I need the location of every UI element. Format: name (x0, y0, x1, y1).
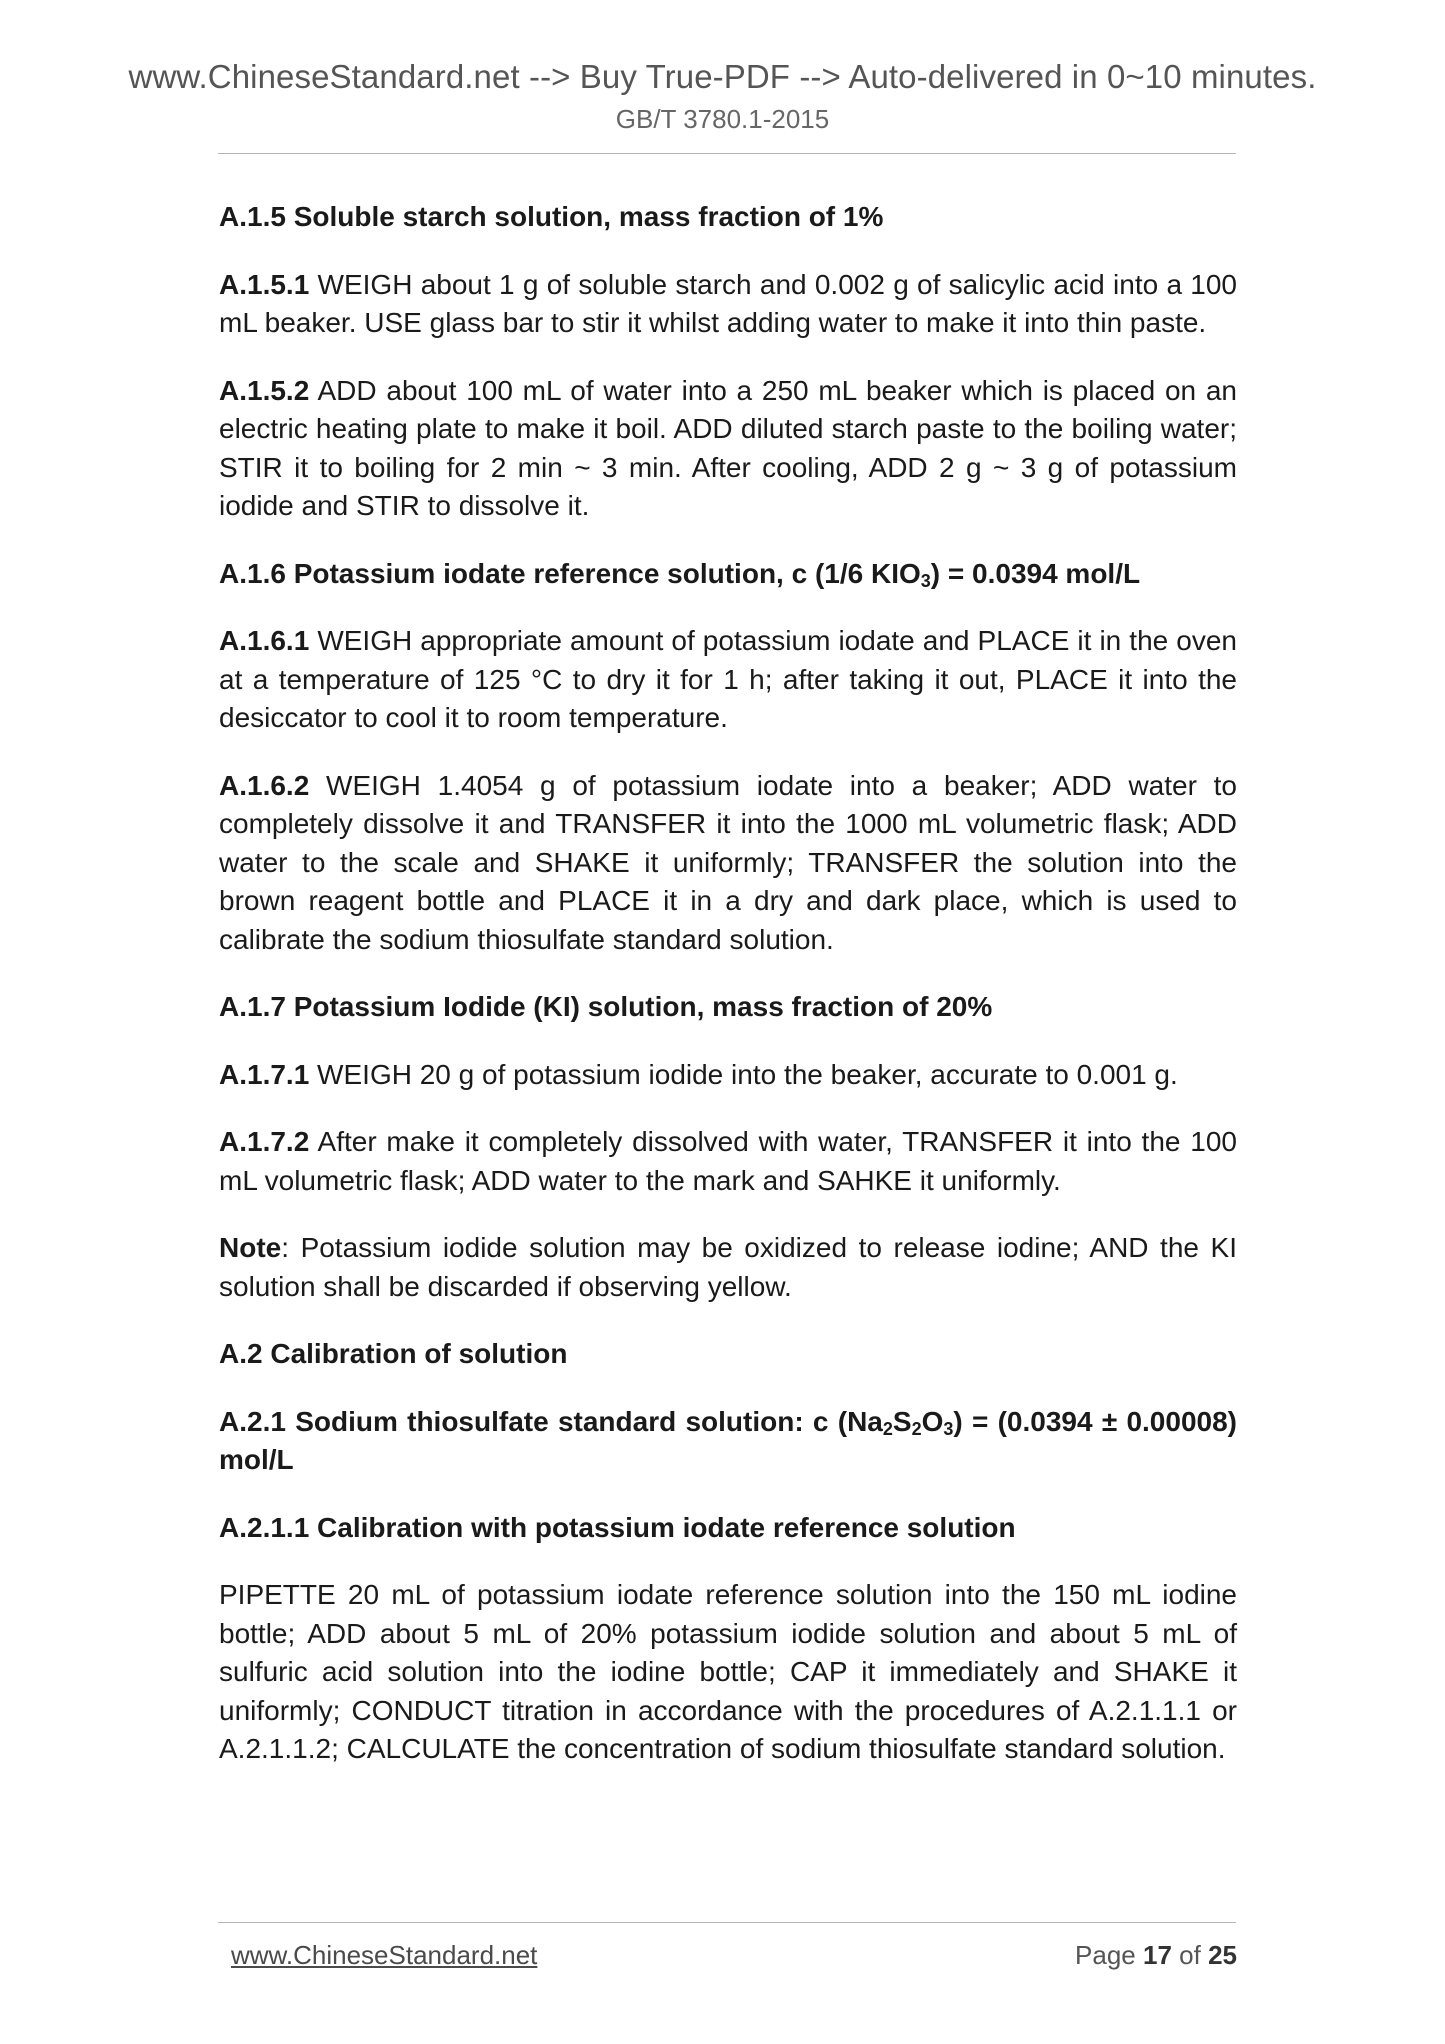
note-label: Note (219, 1232, 282, 1263)
clause-text: ADD about 100 mL of water into a 250 mL beaker which is placed on an electric heating plate to make it boil. ADD diluted starch paste to the boiling water; STIR it to boiling for 2 min ~ 3 min. After cooling, ADD 2 g ~ 3 g of potassium iodide and STIR to dissolve it. (219, 374, 1237, 521)
clause-a171 (219, 1056, 1237, 1095)
clause-number: A.1.5.2 (219, 374, 310, 406)
subscript: 2 (911, 1418, 922, 1439)
subscript: 3 (920, 570, 931, 591)
section-a211-heading: A.2.1.1 Calibration with potassium iodate reference solution (219, 1511, 1016, 1543)
heading-text: ) = (0.0394 ± 0.00008) mol/L (219, 1405, 1237, 1475)
page-indicator (1075, 1940, 1237, 1971)
header-divider (218, 153, 1236, 154)
heading-text: ) = 0.0394 mol/L (930, 557, 1141, 589)
clause-number: A.1.6.2 (219, 769, 310, 801)
heading-text: A.2.1 Sodium thiosulfate standard solution: c (Na (219, 1405, 883, 1437)
section-a21-heading (219, 1403, 1237, 1480)
of-word: of (1179, 1940, 1201, 1970)
clause-number: A.1.7.2 (219, 1126, 310, 1157)
section-a16-heading (219, 555, 1237, 594)
clause-a152 (219, 372, 1237, 526)
clause-text: After make it completely dissolved with water, TRANSFER it into the 100 mL volumetric flask; ADD water to the mark and SAHKE it uniformly. (219, 1126, 1237, 1196)
page-total: 25 (1208, 1940, 1237, 1970)
clause-a161 (219, 622, 1237, 738)
clause-number: A.1.7.1 (219, 1058, 310, 1090)
subscript: 2 (882, 1418, 893, 1439)
heading-text: S (892, 1405, 912, 1437)
note-text: : Potassium iodide solution may be oxidized to release iodine; AND the KI solution shall be discarded if observing yellow. (219, 1232, 1237, 1302)
subscript: 3 (943, 1418, 954, 1439)
clause-text: WEIGH about 1 g of soluble starch and 0.002 g of salicylic acid into a 100 mL beaker. USE glass bar to stir it whilst adding water to make it into thin paste. (219, 268, 1237, 338)
clause-number: A.1.6.1 (219, 625, 310, 656)
clause-number: A.1.5.1 (219, 268, 310, 300)
heading-text: A.1.6 Potassium iodate reference solution, c (1/6 KIO (219, 557, 921, 589)
note (219, 1229, 1237, 1306)
main-content (219, 198, 1237, 1798)
page-word: Page (1075, 1940, 1136, 1970)
page-number: 17 (1143, 1940, 1172, 1970)
clause-text: WEIGH appropriate amount of potassium iodate and PLACE it in the oven at a temperature of 125 °C to dry it for 1 h; after taking it out, PLACE it into the desiccator to cool it to room temperature. (219, 625, 1237, 733)
clause-text: WEIGH 20 g of potassium iodide into the beaker, accurate to 0.001 g. (309, 1058, 1178, 1090)
clause-text: WEIGH 1.4054 g of potassium iodate into a beaker; ADD water to completely dissolve it and TRANSFER it into the 1000 mL volumetric flask; ADD water to the scale and SHAKE it uniformly; TRANSFER the solution into the brown reagent bottle and PLACE it in a dry and dark place, which is used to calibrate the sodium thiosulfate standard solution. (219, 769, 1237, 955)
header-banner[interactable]: www.ChineseStandard.net --> Buy True-PDF --> Auto-delivered in 0~10 minutes. (128, 58, 1317, 95)
section-a2-heading: A.2 Calibration of solution (219, 1338, 568, 1369)
clause-a172 (219, 1123, 1237, 1200)
pipette-paragraph: PIPETTE 20 mL of potassium iodate reference solution into the 150 mL iodine bottle; ADD about 5 mL of 20% potassium iodide solution and about 5 mL of sulfuric acid solution into the iodine bottle; CAP it immediately and SHAKE it uniformly; CONDUCT titration in accordance with the procedures of A.2.1.1.1 or A.2.1.1.2; CALCULATE the concentration of sodium thiosulfate standard solution. (219, 1579, 1237, 1764)
section-a17-heading: A.1.7 Potassium Iodide (KI) solution, mass fraction of 20% (219, 991, 993, 1022)
clause-a162 (219, 767, 1237, 960)
heading-text: O (921, 1405, 944, 1437)
clause-a151 (219, 266, 1237, 343)
footer-divider (218, 1922, 1236, 1923)
standard-id: GB/T 3780.1-2015 (615, 104, 830, 134)
footer-site-link[interactable]: www.ChineseStandard.net (231, 1940, 538, 1970)
section-a15-heading: A.1.5 Soluble starch solution, mass fraction of 1% (219, 201, 884, 232)
